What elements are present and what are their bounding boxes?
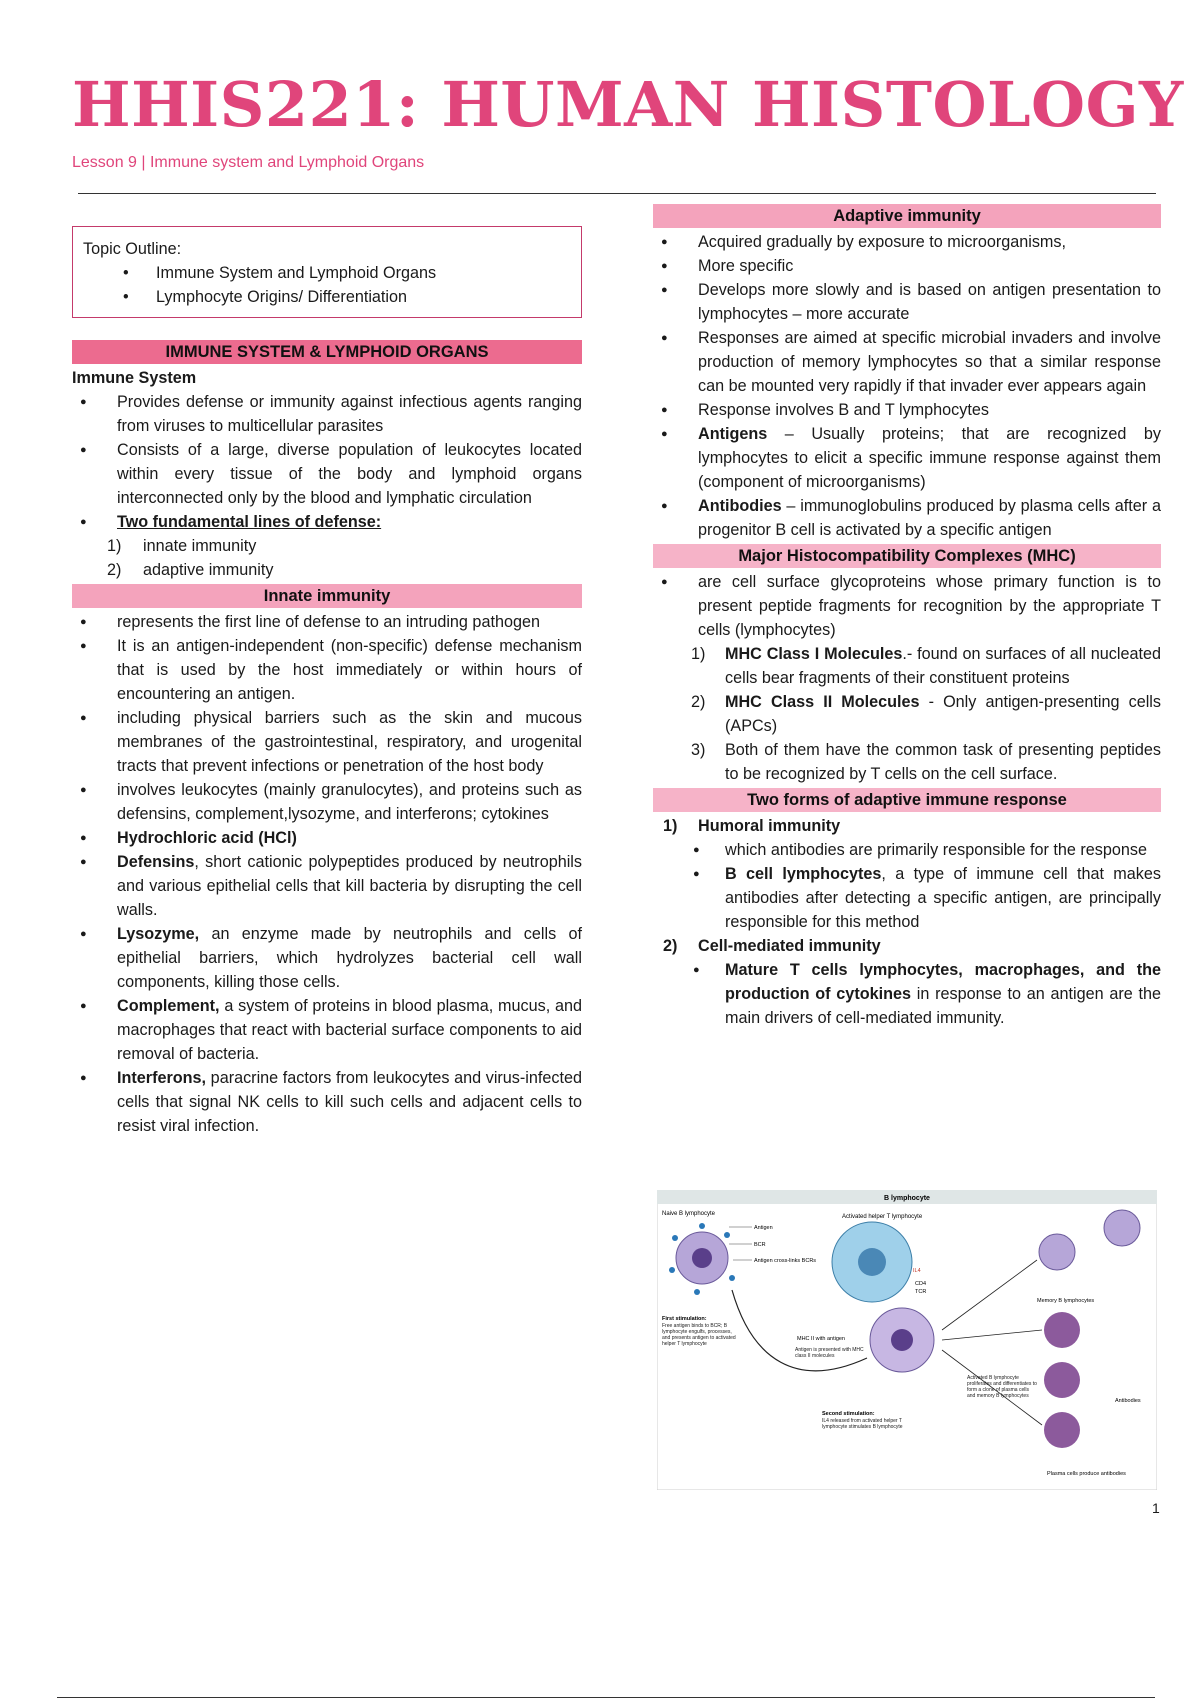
section-heading-mhc: Major Histocompatibility Complexes (MHC) xyxy=(653,544,1161,568)
innate-immunity-list xyxy=(72,610,582,1138)
activated-b-text-box xyxy=(967,1375,1037,1425)
list-item: 1) MHC Class I Molecules.- found on surfaces of all nucleated cells bear fragments of their constituent proteins xyxy=(691,645,1161,687)
list-item: ● Antigens – Usually proteins; that are recognized by lymphocytes to elicit a specific immune response against them (component of microorganisms) xyxy=(653,422,1161,494)
figure-title: B lymphocyte xyxy=(884,1195,930,1202)
section-heading-immune-system: IMMUNE SYSTEM & LYMPHOID ORGANS xyxy=(72,340,582,364)
mhc-class-list xyxy=(653,642,1161,786)
label-second-stim-text: IL4 released from activated helper T lymphocyte stimulates B lymphocyte xyxy=(822,1418,903,1430)
list-item: 3) Both of them have the common task of presenting peptides to be recognized by T cells on the cell surface. xyxy=(691,741,1161,783)
page-number: 1 xyxy=(1152,1500,1160,1516)
label-presented: Antigen is presented with MHC class II molecules xyxy=(795,1347,864,1359)
list-item: ● are cell surface glycoproteins whose primary function is to present peptide fragments for recognition by the appropriate T cells (lymphocytes) xyxy=(653,570,1161,642)
list-item: 2) MHC Class II Molecules - Only antigen-presenting cells (APCs) xyxy=(691,693,1161,735)
topic-outline-list xyxy=(83,261,571,309)
immune-system-heading: Immune System xyxy=(72,369,197,387)
label-il4: IL4 xyxy=(913,1268,921,1274)
defense-lines-list xyxy=(72,534,582,582)
list-item: ● involves leukocytes (mainly granulocytes), and proteins such as defensins, complement,lysozyme, and interferons; cytokines xyxy=(72,778,582,826)
list-item xyxy=(72,510,582,534)
label-second-stim: Second stimulation: xyxy=(822,1411,875,1417)
label-memory: Memory B lymphocytes xyxy=(1037,1298,1095,1304)
left-column xyxy=(72,226,582,1138)
list-item: ● Consists of a large, diverse population of leukocytes located within every tissue of the body and lymphoid organs interconnected only by the blood and lymphatic circulation xyxy=(72,438,582,510)
list-item: ● Complement, a system of proteins in blood plasma, mucus, and macrophages that react with bacterial surface components to aid removal of bacteria. xyxy=(72,994,582,1066)
defense-lines-heading: Two fundamental lines of defense: xyxy=(117,513,382,531)
header-divider xyxy=(78,193,1156,194)
list-item: ● Antibodies – immunoglobulins produced by plasma cells after a progenitor B cell is activated by a specific antigen xyxy=(653,494,1161,542)
label-tcr: TCR xyxy=(915,1289,927,1295)
list-item: ● B cell lymphocytes, a type of immune cell that makes antibodies after detecting a specific antigen, are principally responsible for this method xyxy=(653,862,1161,934)
list-item: ● Develops more slowly and is based on antigen presentation to lymphocytes – more accurate xyxy=(653,278,1161,326)
label-activated-helper: Activated helper T lymphocyte xyxy=(842,1214,923,1220)
section-heading-adaptive: Adaptive immunity xyxy=(653,204,1161,228)
label-cd4: CD4 xyxy=(915,1281,927,1287)
b-lymphocyte-diagram xyxy=(657,1190,1157,1490)
plasma-cells-illustration xyxy=(1044,1312,1080,1448)
outline-item: • Immune System and Lymphoid Organs xyxy=(123,261,571,285)
label-plasma: Plasma cells produce antibodies xyxy=(1047,1471,1126,1477)
footer-divider xyxy=(57,1697,1155,1698)
list-item: ● which antibodies are primarily responsible for the response xyxy=(653,838,1161,862)
adaptive-immunity-list xyxy=(653,230,1161,542)
label-antibodies: Antibodies xyxy=(1115,1398,1141,1404)
label-activated-b: Activated B lymphocyte proliferates and differentiates to form a clone of plasma cells and memory B lymphocytes xyxy=(967,1375,1037,1399)
label-mhc-ii: MHC II with antigen xyxy=(797,1336,845,1342)
label-naive: Naive B lymphocyte xyxy=(662,1211,716,1217)
right-column xyxy=(653,202,1161,1030)
activated-b-cell-illustration xyxy=(870,1308,934,1372)
list-item: 1) innate immunity xyxy=(107,537,257,555)
cell-mediated-list xyxy=(653,958,1161,1030)
page-title: HHIS221: HUMAN HISTOLOGY xyxy=(72,68,1184,141)
section-heading-innate: Innate immunity xyxy=(72,584,582,608)
topic-outline-label: Topic Outline: xyxy=(83,240,182,258)
topic-outline-box xyxy=(72,226,582,318)
list-item: ● Hydrochloric acid (HCl) xyxy=(72,826,582,850)
helper-t-cell-illustration xyxy=(832,1222,912,1302)
list-item: ● including physical barriers such as the skin and mucous membranes of the gastrointestinal, respiratory, and urogenital tracts that prevent infections or penetration of the host body xyxy=(72,706,582,778)
list-item: ● More specific xyxy=(653,254,1161,278)
list-item: ● Interferons, paracrine factors from leukocytes and virus-infected cells that signal NK cells to kill such cells and adjacent cells to resist viral infection. xyxy=(72,1066,582,1138)
immune-system-list xyxy=(72,390,582,534)
cell-mediated-heading: 2) Cell-mediated immunity xyxy=(663,937,881,955)
lesson-subtitle: Lesson 9 | Immune system and Lymphoid Organs xyxy=(72,154,425,171)
humoral-list xyxy=(653,838,1161,934)
list-item: ● Acquired gradually by exposure to microorganisms, xyxy=(653,230,1161,254)
list-item: ● Defensins, short cationic polypeptides produced by neutrophils and various epithelial cells that kill bacteria by disrupting the cell walls. xyxy=(72,850,582,922)
list-item: ● Response involves B and T lymphocytes xyxy=(653,398,1161,422)
label-antigen: Antigen xyxy=(754,1225,773,1231)
list-item: ● Mature T cells lymphocytes, macrophages, and the production of cytokines in response to an antigen are the main drivers of cell-mediated immunity. xyxy=(653,958,1161,1030)
section-heading-adaptive-forms: Two forms of adaptive immune response xyxy=(653,788,1161,812)
mhc-list xyxy=(653,570,1161,642)
list-item: ● Provides defense or immunity against infectious agents ranging from viruses to multicellular parasites xyxy=(72,390,582,438)
presented-text-box xyxy=(795,1347,873,1367)
label-first-stim: First stimulation: xyxy=(662,1316,707,1322)
list-item: ● represents the first line of defense to an intruding pathogen xyxy=(72,610,582,634)
humoral-heading: 1) Humoral immunity xyxy=(663,817,841,835)
list-item: ● Lysozyme, an enzyme made by neutrophils and cells of epithelial barriers, which hydrolyzes bacterial cell wall components, killing those cells. xyxy=(72,922,582,994)
list-item: ● It is an antigen-independent (non-specific) defense mechanism that is used by the host immediately or within hours of encountering an antigen. xyxy=(72,634,582,706)
first-stim-text-box xyxy=(662,1323,737,1378)
second-stim-text-box xyxy=(822,1418,907,1448)
label-crosslinks: Antigen cross-links BCRs xyxy=(754,1258,817,1264)
label-bcr: BCR xyxy=(754,1242,766,1248)
label-first-stim-text: Free antigen binds to BCR; B lymphocyte engulfs, processes, and presents antigen to activated helper T lymphocyte xyxy=(662,1323,736,1347)
outline-item: • Lymphocyte Origins/ Differentiation xyxy=(123,285,571,309)
list-item: 2) adaptive immunity xyxy=(107,561,274,579)
list-item: ● Responses are aimed at specific microbial invaders and involve production of memory lymphocytes so that a similar response can be mounted very rapidly if that invader ever appears again xyxy=(653,326,1161,398)
